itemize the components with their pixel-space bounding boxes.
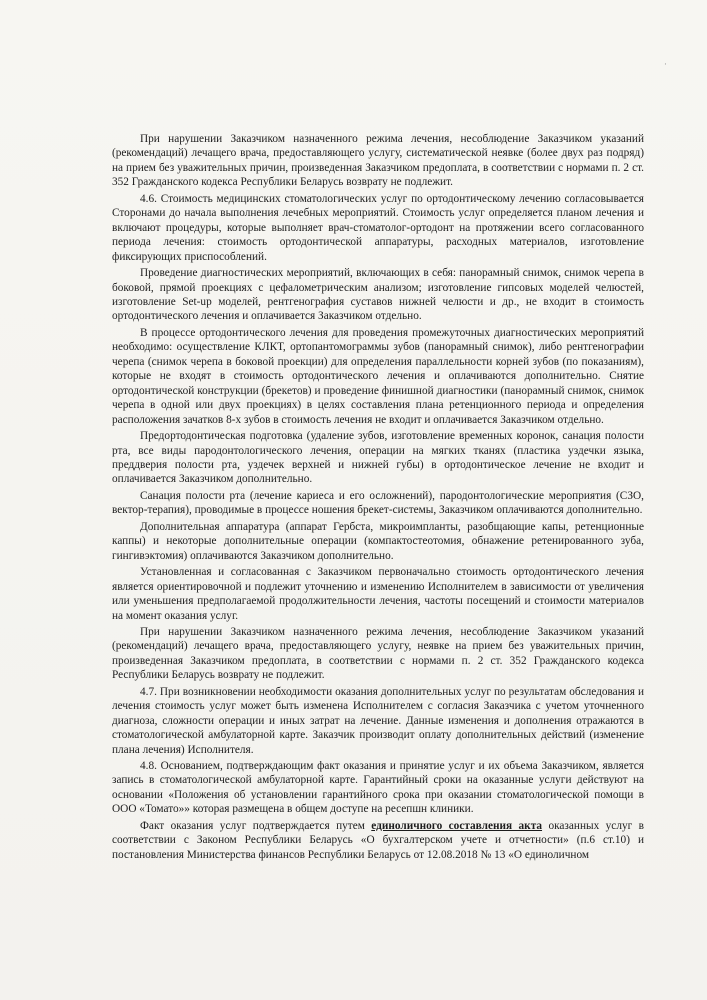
act-text-before: Факт оказания услуг подтверждается путем	[140, 819, 372, 832]
paragraph-additional-apparatus: Дополнительная аппаратура (аппарат Гербста, микроимпланты, разобщающие капы, ретенционные каппы) и некоторые дополнительные операции (компактостеотомия, обнажение ретенированного зуба, гингивэктомия) оплачиваются Заказчиком дополнительно.	[112, 520, 644, 562]
paragraph-diagnostics: Проведение диагностических мероприятий, включающих в себя: панорамный снимок, снимок черепа в боковой, прямой проекциях с цефалометрическим анализом; изготовление гипсовых моделей челюстей, изготовление Set-up моделей, рентгенография суставов нижней челюсти и др., не входит в стоимость ортодонтического лечения и оплачивается Заказчиком отдельно.	[112, 267, 644, 323]
document-body	[112, 132, 644, 862]
paragraph-4-7: 4.7. При возникновении необходимости оказания дополнительных услуг по результатам обследования и лечения стоимость услуг может быть изменена Исполнителем с согласия Заказчика с учетом уточненного диагноза, сложности операции и иных затрат на лечение. Данные изменения и дополнения отражаются в стоматологической амбулаторной карте. Заказчик производит оплату дополнительных действий (изменение плана лечения) Исполнителя.	[112, 685, 644, 756]
paragraph-4-6: 4.6. Стоимость медицинских стоматологических услуг по ортодонтическому лечению согласовывается Сторонами до начала выполнения лечебных мероприятий. Стоимость услуг определяется планом лечения и включают процедуры, которые выполняет врач-стоматолог-ортодонт на протяжении всего согласованного периода лечения: стоимость ортодонтической аппаратуры, расходных материалов, изготовление фиксирующих приспособлений.	[112, 192, 644, 263]
paragraph-4-8: 4.8. Основанием, подтверждающим факт оказания и принятие услуг и их объема Заказчиком, является запись в стоматологической амбулаторной карте. Гарантийный сроки на оказанные услуги действуют на основании «Положения об установлении гарантийного срока при оказании стоматологической помощи в ООО «Томато»» которая размещена в общем доступе на ресепшн клиники.	[112, 760, 644, 816]
paragraph-intermediate-diagnostics: В процессе ортодонтического лечения для проведения промежуточных диагностических мероприятий необходимо: осуществление КЛКТ, ортопантомограммы зубов (панорамный снимок), либо рентгенографии черепа (снимок черепа в боковой проекции) для определения параллельности корней зубов (по показаниям), которые не входят в стоимость ортодонтического лечения и оплачиваются дополнительно. Снятие ортодонтической конструкции (брекетов) и проведение финишной диагностики (панорамный снимок, снимок черепа в одной или двух проекциях) в целях составления плана ретенционного периода и определения расположения зачатков 8-х зубов в стоимость лечения не входит и оплачивается Заказчиком отдельно.	[112, 326, 644, 426]
paragraph-1: При нарушении Заказчиком назначенного режима лечения, несоблюдение Заказчиком указаний (рекомендаций) лечащего врача, предоставляющего услугу, систематической неявке (более двух раз подряд) на прием без уважительных причин, произведенная Заказчиком предоплата, в соответствии с нормами п. 2 ст. 352 Гражданского кодекса Республики Беларусь возврату не подлежит.	[112, 133, 644, 189]
scan-speck: ·	[664, 60, 667, 70]
act-text-after: оказанных услуг в соответствии с Законом Республики Беларусь «О бухгалтерском учете и отчетности» (п.6 ст.10) и постановления Министерства финансов Республики Беларусь от 12.08.2018 № 13 «О единоличном	[112, 819, 644, 861]
paragraph-sanation: Санация полости рта (лечение кариеса и его осложнений), пародонтологические мероприятия (СЗО, вектор-терапия), проводимые в процессе ношения брекет-системы, Заказчиком оплачиваются дополнительно.	[112, 489, 644, 517]
paragraph-preparation: Предортодонтическая подготовка (удаление зубов, изготовление временных коронок, санация полости рта, все виды пародонтологического лечения, операции на мягких тканях (пластика уздечки языка, преддверия полости рта, уздечек верхней и нижней губы) в ортодонтическое лечение не входит и оплачивается Заказчиком дополнительно.	[112, 430, 644, 486]
paragraph-price-adjustment: Установленная и согласованная с Заказчиком первоначально стоимость ортодонтического лечения является ориентировочной и подлежит уточнению и изменению Исполнителем в зависимости от увеличения или уменьшения предполагаемой продолжительности лечения, частоты посещений и стоимости материалов на момент оказания услуг.	[112, 566, 644, 622]
paragraph-act	[112, 819, 644, 862]
paragraph-violation: При нарушении Заказчиком назначенного режима лечения, несоблюдение Заказчиком указаний (рекомендаций) лечащего врача, предоставляющего услугу, неявке на прием без уважительных причин, произведенная Заказчиком предоплата, в соответствии с нормами п. 2 ст. 352 Гражданского кодекса Республики Беларусь возврату не подлежит.	[112, 625, 644, 682]
act-emphasis: единоличного составления акта	[371, 819, 543, 832]
